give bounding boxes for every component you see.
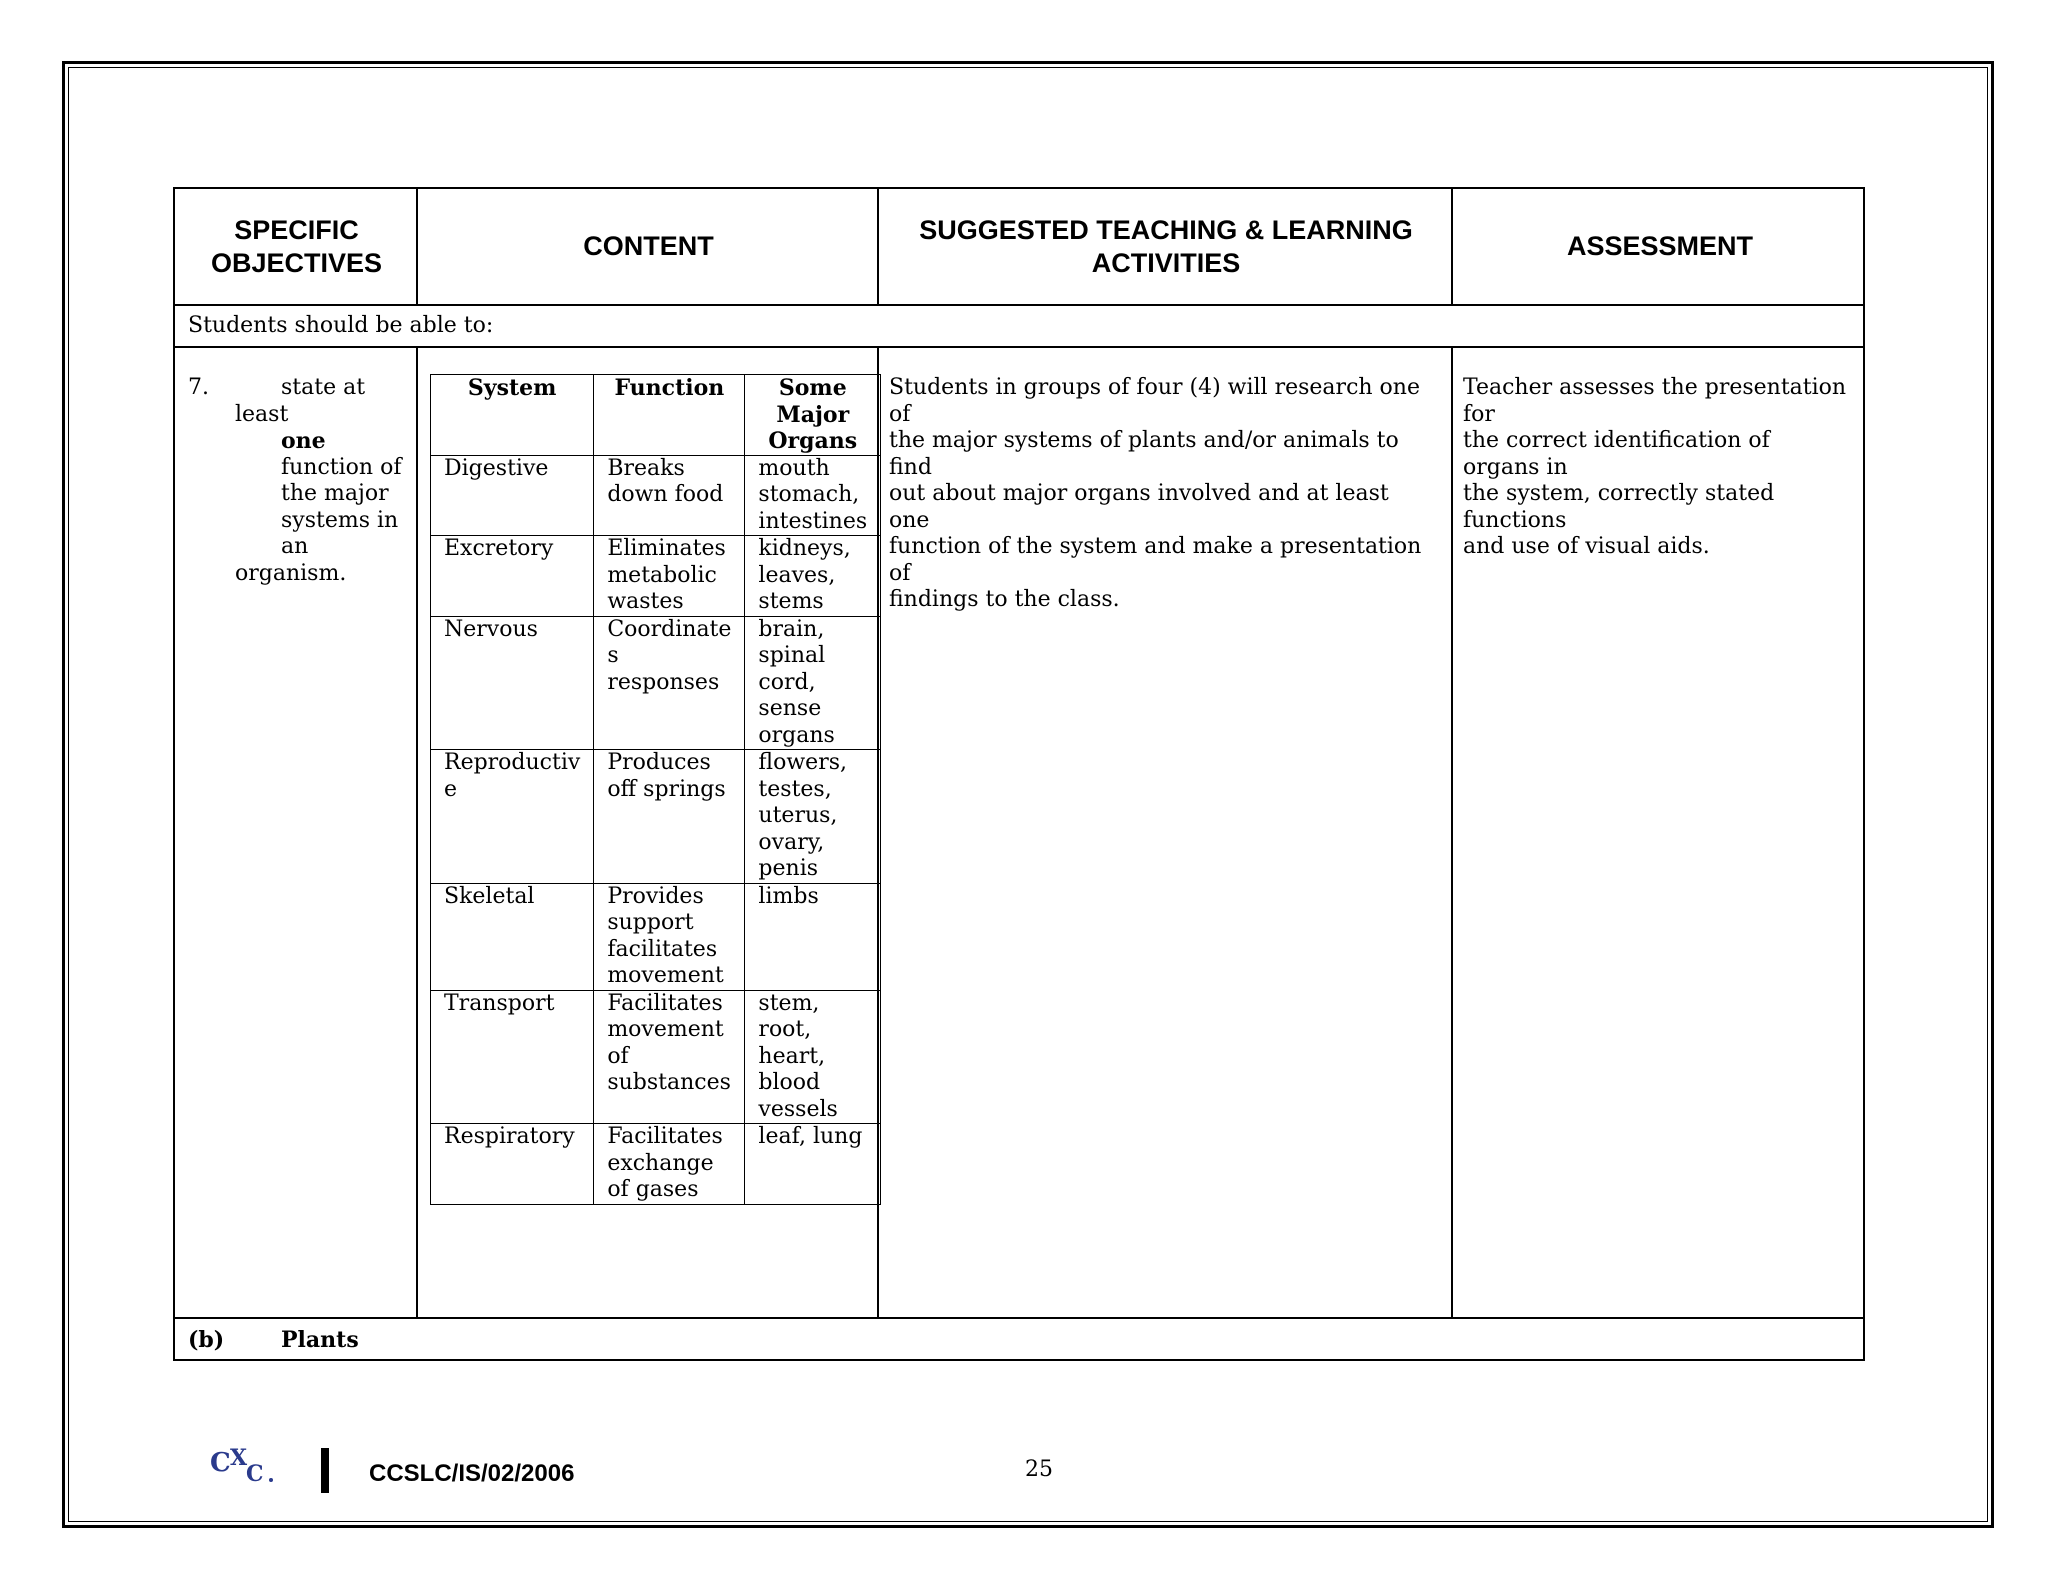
text-line: Nervous — [444, 616, 538, 642]
text-line: stomach, — [758, 482, 860, 507]
header-content: CONTENT — [583, 231, 714, 261]
objective-line: one — [281, 428, 326, 454]
text-line: s responses — [607, 643, 720, 695]
text-line: intestines — [758, 508, 868, 534]
text-line: Teacher assesses the presentation for — [1463, 375, 1847, 427]
text-line: and use of visual aids. — [1463, 534, 1710, 559]
cell-system — [431, 990, 594, 1124]
header-objectives: SPECIFIC OBJECTIVES — [210, 214, 383, 278]
text-line: System — [467, 375, 557, 401]
text-line: Skeletal — [444, 883, 535, 909]
objective-line: the major — [281, 481, 389, 506]
text-line: Respiratory — [444, 1124, 575, 1149]
text-line: Function — [614, 375, 725, 401]
text-line: movement — [607, 1017, 724, 1042]
text-line: Digestive — [444, 455, 549, 481]
text-line: leaf, lung — [758, 1124, 863, 1149]
text-line: Provides — [607, 883, 704, 909]
objective-line: organism. — [235, 560, 347, 586]
text-line: metabolic — [607, 562, 717, 588]
header-divider — [1451, 189, 1453, 304]
header-divider — [877, 189, 879, 304]
cell-function — [594, 455, 745, 536]
intro-row: Students should be able to: — [175, 304, 1863, 348]
text-line: findings to the class. — [889, 587, 1120, 612]
text-line: cord, — [758, 669, 816, 695]
text-line: stems — [758, 589, 824, 614]
objective-number: 7. — [188, 375, 209, 400]
table-row — [431, 536, 881, 617]
header-row — [175, 189, 1863, 306]
text-line: e — [444, 776, 458, 802]
text-line: uterus, — [758, 803, 838, 828]
text-line: vessels — [758, 1096, 838, 1122]
footer-bar — [321, 1448, 329, 1493]
text-line: brain, — [758, 616, 825, 642]
cell-system — [431, 536, 594, 617]
cell-function — [594, 1124, 745, 1205]
cell-organs — [745, 1124, 881, 1205]
systems-table — [430, 374, 881, 1205]
text-line: of gases — [607, 1177, 699, 1202]
text-line: stem, — [758, 990, 820, 1016]
cxc-logo — [208, 1443, 280, 1485]
text-line: Eliminates — [607, 536, 726, 561]
text-line: Transport — [444, 990, 555, 1016]
systems-table-header — [431, 375, 881, 456]
column-divider — [416, 348, 418, 1317]
cell-organs — [745, 455, 881, 536]
text-line: leaves, — [758, 562, 836, 588]
objective-line: systems in — [281, 507, 399, 533]
text-line: Students in groups of four (4) will research one of — [889, 375, 1420, 427]
cell-function — [594, 990, 745, 1124]
page-number: 25 — [1025, 1457, 1053, 1482]
cell-organs — [745, 883, 881, 990]
activity-text — [889, 375, 1429, 614]
text-line: support — [607, 910, 694, 935]
table-row — [431, 616, 881, 750]
text-line: ovary, — [758, 829, 825, 855]
text-line: spinal — [758, 643, 826, 668]
text-line: Breaks — [607, 455, 685, 481]
table-row — [431, 455, 881, 536]
text-line: root, — [758, 1017, 812, 1042]
cell-function — [594, 616, 745, 750]
cell-system — [431, 750, 594, 884]
svg-text:X: X — [230, 1445, 248, 1471]
col-header-organs — [745, 375, 881, 456]
text-line: penis — [758, 856, 819, 881]
text-line: function of the system and make a presentation of — [889, 534, 1422, 586]
section-title: Plants — [281, 1327, 359, 1353]
text-line: of — [607, 1043, 629, 1069]
text-line: movement — [607, 963, 724, 988]
cell-function — [594, 750, 745, 884]
assessment-text — [1463, 375, 1853, 561]
objective-line: an — [281, 534, 309, 559]
text-line: out about major organs involved and at least one — [889, 481, 1389, 533]
text-line: sense — [758, 696, 822, 721]
table-row — [431, 1124, 881, 1205]
text-line: organs — [758, 722, 835, 748]
text-line: down food — [607, 482, 724, 507]
text-line: facilitates — [607, 936, 718, 962]
cell-system — [431, 616, 594, 750]
text-line: off springs — [607, 776, 726, 802]
text-line: Some — [778, 375, 847, 401]
col-header-function — [594, 375, 745, 456]
text-line: the major systems of plants and/or animals to find — [889, 428, 1399, 480]
text-line: exchange — [607, 1150, 714, 1176]
col-header-system — [431, 375, 594, 456]
text-line: the system, correctly stated functions — [1463, 481, 1775, 533]
section-label: (b) — [188, 1327, 225, 1353]
cell-system — [431, 1124, 594, 1205]
svg-text:C: C — [246, 1461, 264, 1485]
text-line: substances — [607, 1070, 731, 1095]
text-line: Excretory — [444, 536, 554, 561]
document-code: CCSLC/IS/02/2006 — [369, 1460, 575, 1487]
section-row — [175, 1317, 1863, 1361]
objective-line: function of — [281, 454, 402, 480]
text-line: flowers, — [758, 750, 847, 775]
text-line: wastes — [607, 589, 684, 614]
cell-function — [594, 883, 745, 990]
text-line: limbs — [758, 883, 819, 909]
cell-organs — [745, 536, 881, 617]
text-line: Facilitates — [607, 1124, 723, 1149]
text-line: Reproductiv — [444, 750, 581, 775]
body-row — [175, 348, 1863, 1319]
header-divider — [416, 189, 418, 304]
text-line: testes, — [758, 776, 832, 802]
text-line: Produces — [607, 750, 711, 775]
text-line: heart, — [758, 1043, 826, 1069]
objective-line: state at — [281, 375, 366, 400]
text-line: Major — [776, 401, 850, 428]
text-line: kidneys, — [758, 536, 851, 561]
cell-organs — [745, 990, 881, 1124]
text-line: blood — [758, 1070, 821, 1095]
cell-function — [594, 536, 745, 617]
cell-system — [431, 883, 594, 990]
table-row — [431, 750, 881, 884]
cell-organs — [745, 750, 881, 884]
table-row — [431, 883, 881, 990]
text-line: the correct identification of organs in — [1463, 428, 1770, 480]
svg-text:C: C — [210, 1448, 231, 1478]
header-activities: SUGGESTED TEACHING & LEARNING ACTIVITIES — [919, 214, 1413, 278]
cell-organs — [745, 616, 881, 750]
header-assessment: ASSESSMENT — [1566, 231, 1754, 261]
cell-system — [431, 455, 594, 536]
column-divider — [1451, 348, 1453, 1317]
objective-line: least — [235, 401, 289, 427]
text-line: mouth — [758, 455, 830, 481]
text-line: Coordinate — [607, 616, 732, 642]
text-line: Organs — [768, 428, 858, 454]
text-line: Facilitates — [607, 990, 723, 1016]
syllabus-table — [173, 187, 1865, 1361]
table-row — [431, 990, 881, 1124]
